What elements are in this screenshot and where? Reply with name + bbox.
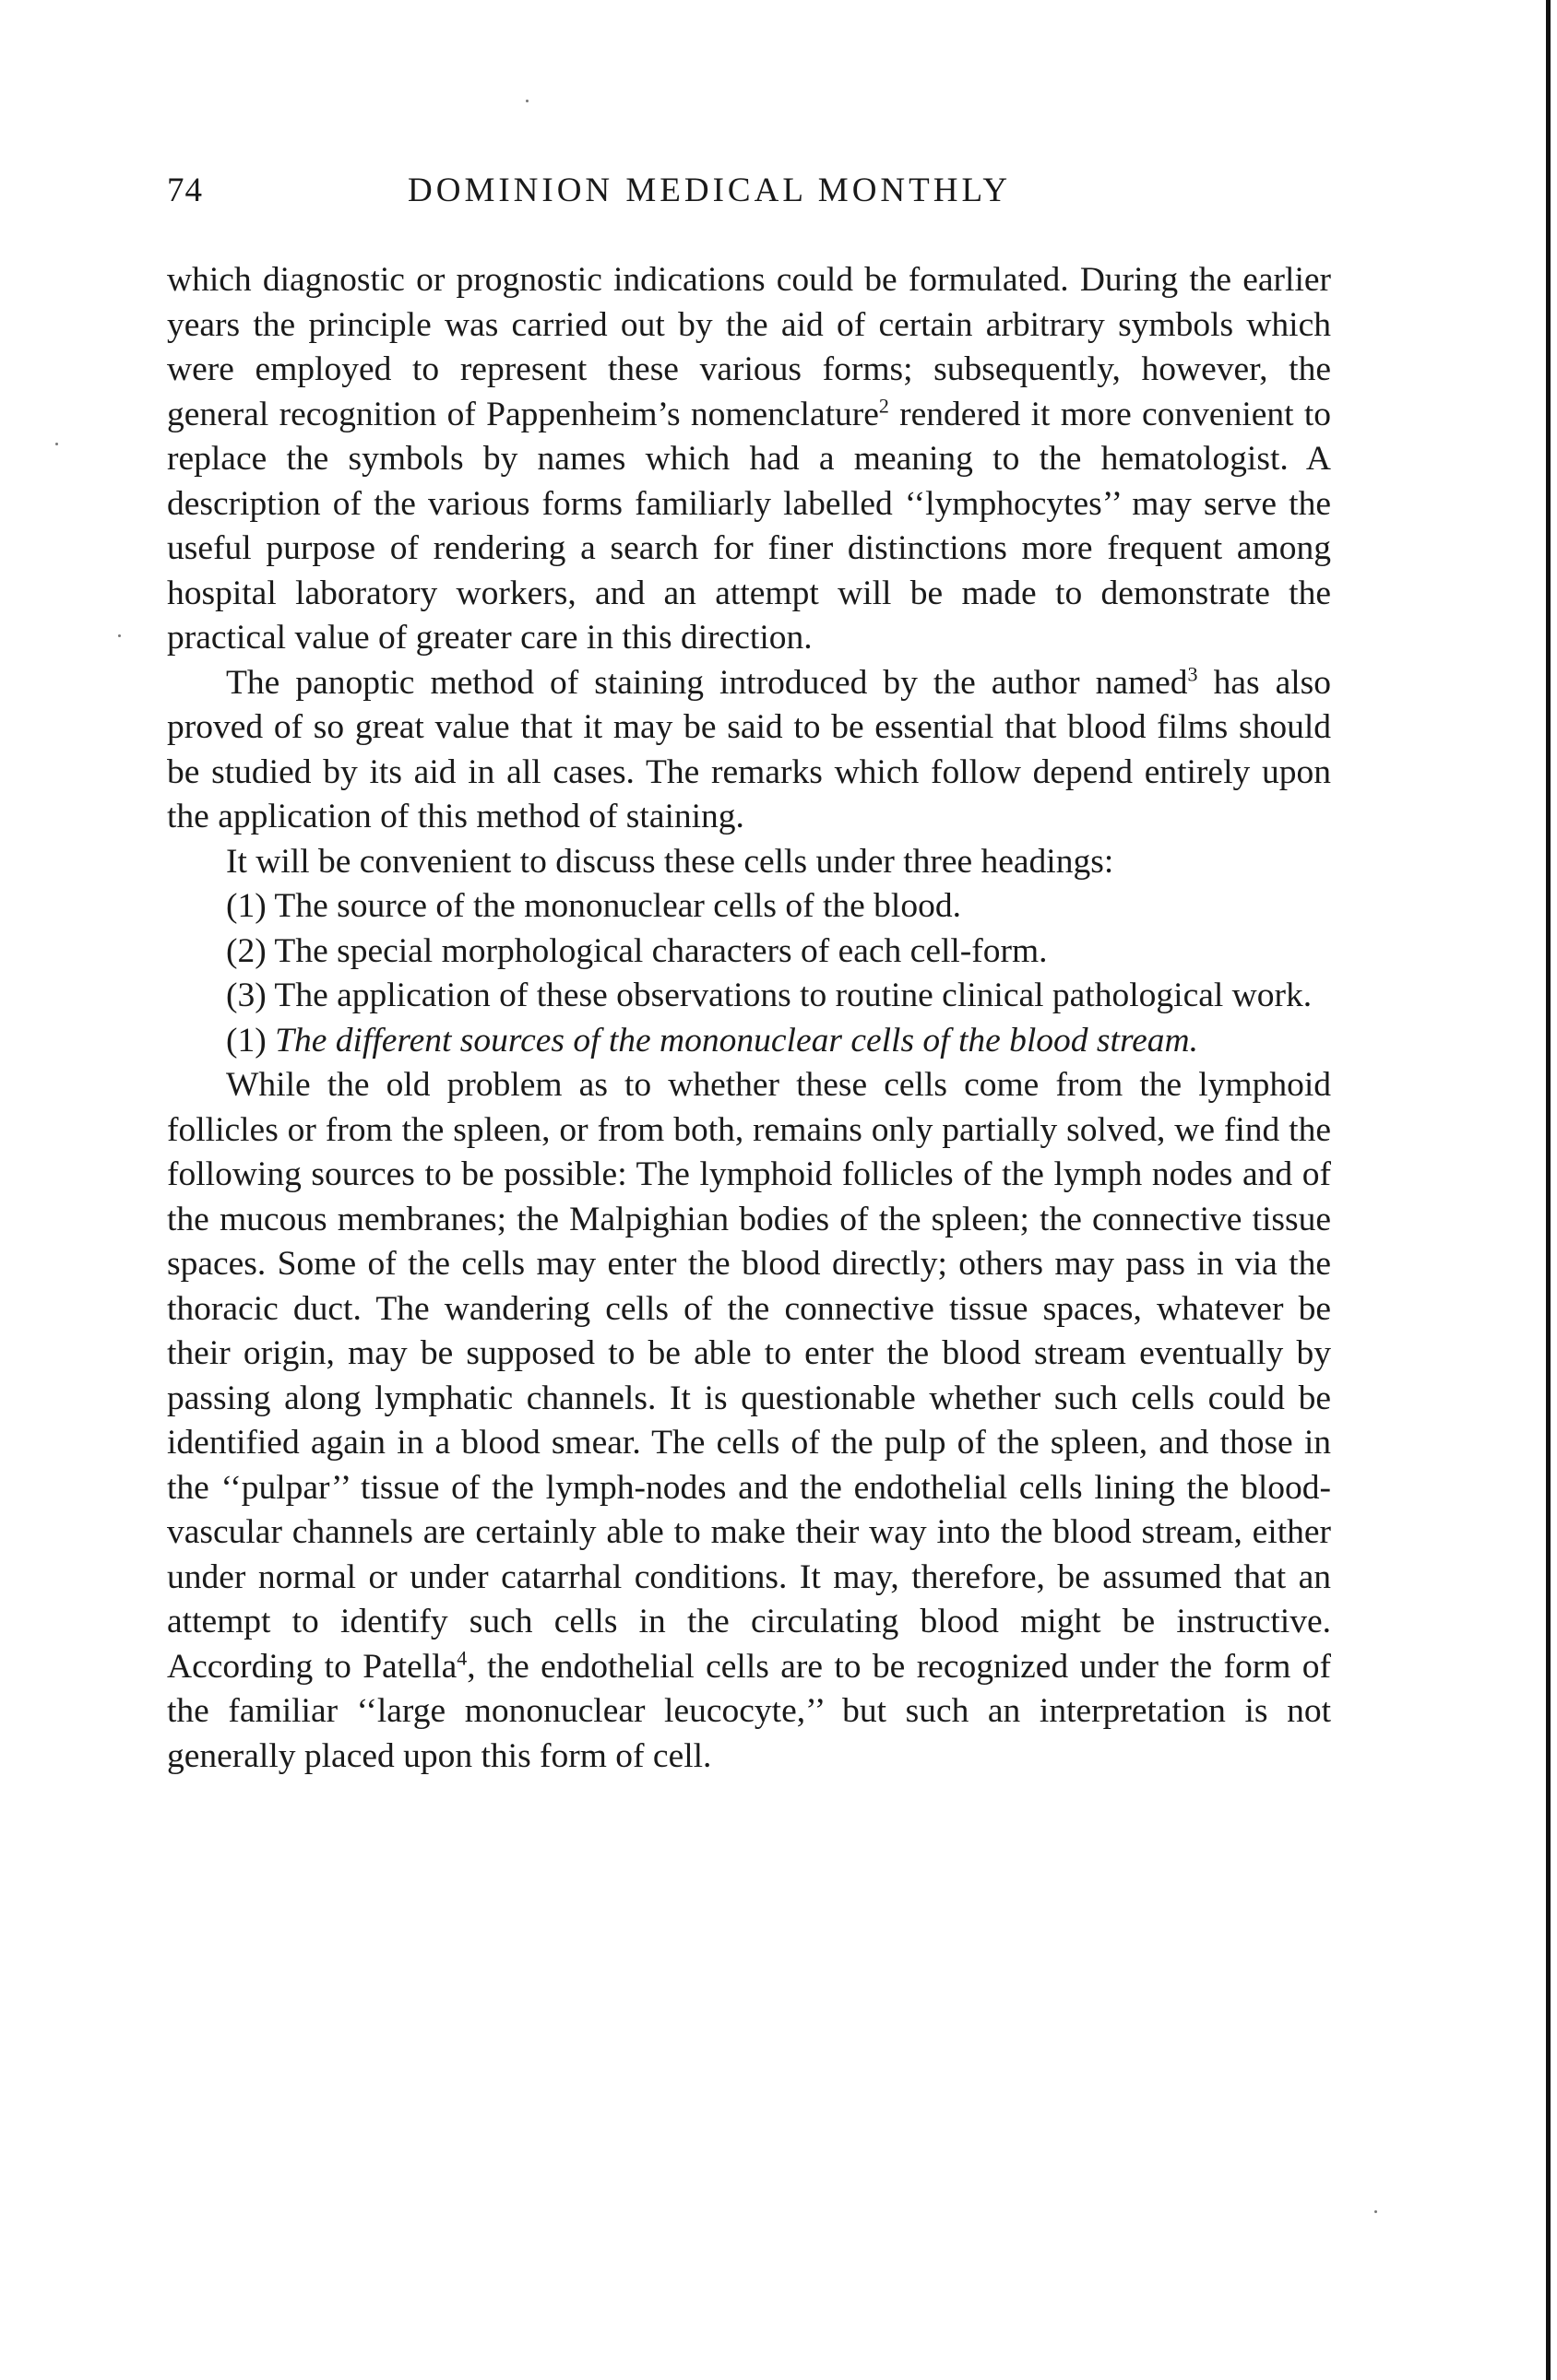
paragraph-1 (167, 258, 1331, 661)
dust-speck (526, 100, 529, 102)
running-head (167, 171, 1331, 222)
paragraph-1-text-b: rendered it more convenient to replace the symbols by names which had a meaning to the hematologist. A description of the various forms familiarly labelled ‘‘lymphocytes’’ may serve the useful purpose of rendering a search for finer distinctions more frequent among hospital laboratory workers, and an attempt will be made to demonstrate the practical value of greater care in this direction. (167, 395, 1331, 657)
section-heading-title: The different sources of the mononuclear cells of the blood stream. (275, 1021, 1199, 1060)
paragraph-2 (167, 661, 1331, 840)
paragraph-4 (167, 1063, 1331, 1779)
list-item-3: (3) The application of these observations to routine clinical pathological work. (226, 977, 1313, 1014)
paragraph-3: It will be convenient to discuss these cells under three headings: (226, 842, 1114, 881)
dust-speck (118, 634, 121, 637)
paragraph-4-text-b: , the endothelial cells are to be recognized under the form of the familiar ‘‘large mononuclear leucocyte,’’ but such an interpretation is not generally placed upon this form of cell. (167, 1647, 1331, 1775)
page-edge-rule (1546, 0, 1551, 2380)
footnote-ref-4: 4 (457, 1646, 468, 1669)
footnote-ref-2: 2 (878, 394, 889, 417)
body-text (167, 258, 1331, 1779)
section-heading-number: (1) (226, 1021, 276, 1060)
section-heading (167, 1019, 1331, 1064)
paragraph-2-text-a: The panoptic method of staining introduced by the author named (226, 663, 1188, 702)
list-item-2: (2) The special morphological characters of each cell-form. (226, 931, 1048, 970)
paragraph-2-text-b: has also proved of so great value that it may be said to be essential that blood films should be studied by its aid in all cases. The remarks which follow depend entirely upon the application of this method of staining. (167, 663, 1331, 835)
dust-speck (55, 443, 58, 445)
page-number: 74 (167, 172, 203, 209)
paragraph-1-text-a: which diagnostic or prognostic indications could be formulated. During the earlier years the principle was carried out by the aid of certain arbitrary symbols which were employed to represent these various forms; subsequently, however, the general recognition of Pappenheim’s nomenclature (167, 261, 1331, 433)
footnote-ref-3: 3 (1187, 662, 1198, 685)
journal-title: DOMINION MEDICAL MONTHLY (408, 172, 1012, 209)
dust-speck (1374, 2210, 1377, 2213)
list-item-1: (1) The source of the mononuclear cells of the blood. (226, 887, 961, 925)
paragraph-4-text-a: While the old problem as to whether these cells come from the lymphoid follicles or from the spleen, or from both, remains only partially solved, we find the following sources to be possible: The lymphoid follicles of the lymph nodes and of the mucous membranes; the Malpighian bodies of the spleen; the connective tissue spaces. Some of the cells may enter the blood directly; others may pass in via the thoracic duct. The wandering cells of the connective tissue spaces, whatever be their origin, may be supposed to be able to enter the blood stream eventually by passing along lymphatic channels. It is questionable whether such cells could be identified again in a blood smear. The cells of the pulp of the spleen, and those in the ‘‘pulpar’’ tissue of the lymph-nodes and the endothelial cells lining the blood-vascular channels are certainly able to make their way into the blood stream, either under normal or under catarrhal conditions. It may, therefore, be assumed that an attempt to identify such cells in the circulating blood might be instructive. According to Patella (167, 1066, 1331, 1686)
